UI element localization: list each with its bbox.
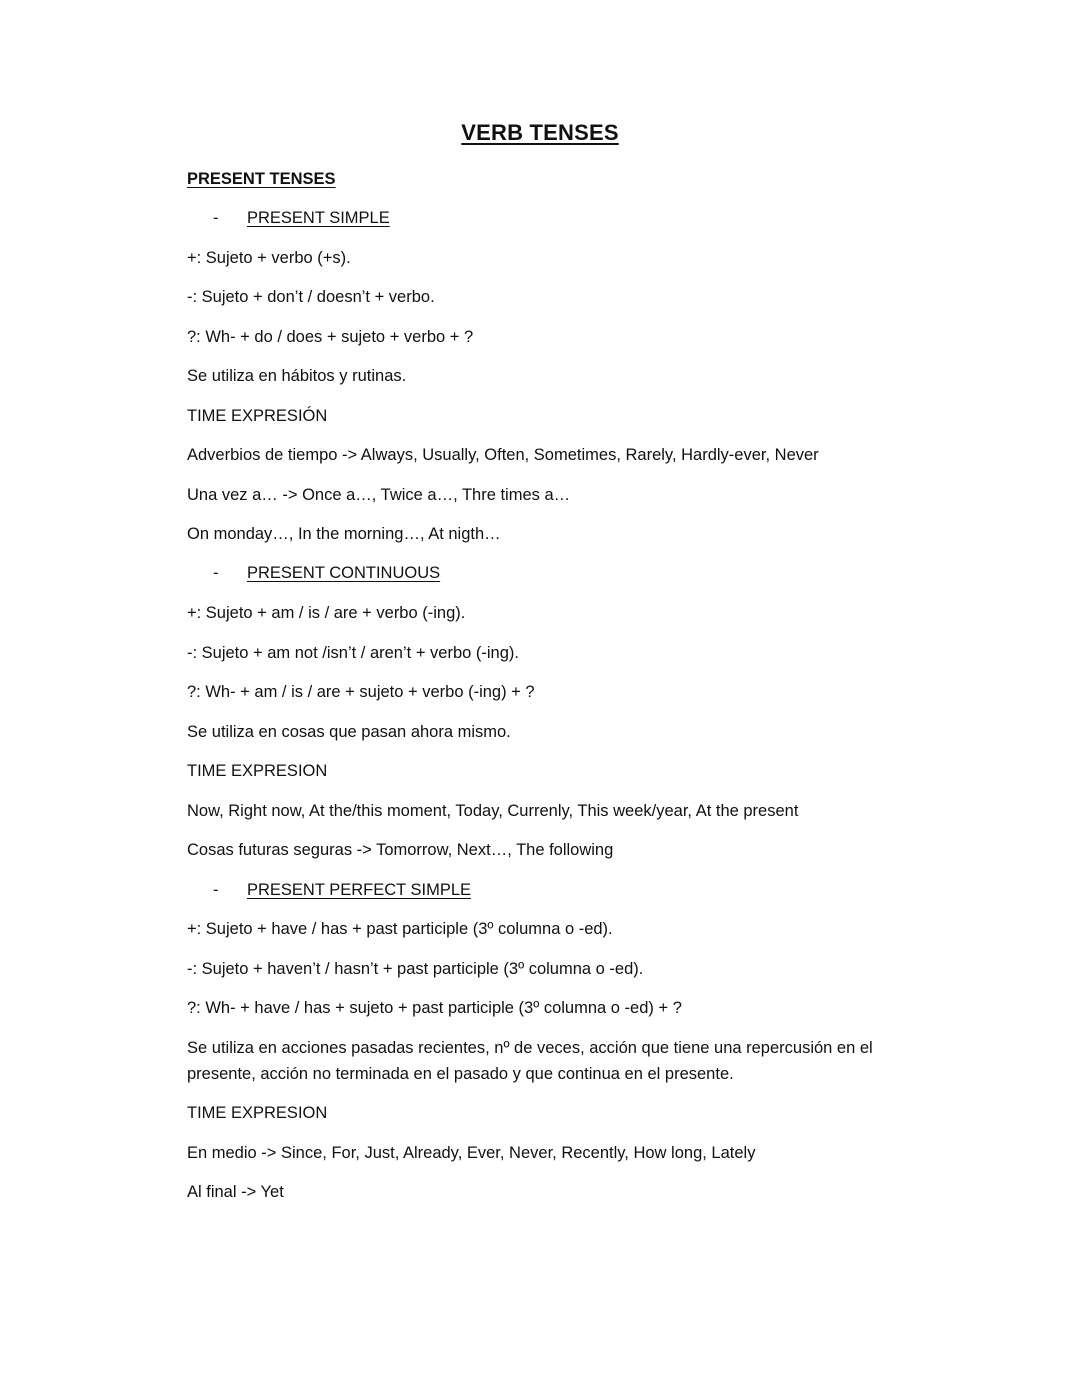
subheading-present-perfect-simple — [213, 880, 471, 900]
present-perfect-affirmative: +: Sujeto + have / has + past participle (3º columna o -ed). — [187, 920, 613, 938]
present-perfect-time-label: TIME EXPRESION — [187, 1104, 328, 1122]
subheading-present-continuous — [213, 563, 440, 583]
present-simple-affirmative: +: Sujeto + verbo (+s). — [187, 249, 351, 267]
present-continuous-time-label: TIME EXPRESION — [187, 762, 328, 780]
present-simple-usage: Se utiliza en hábitos y rutinas. — [187, 367, 407, 385]
present-simple-time-line: Adverbios de tiempo -> Always, Usually, Often, Sometimes, Rarely, Hardly-ever, Never — [187, 446, 819, 464]
subheading-label: PRESENT CONTINUOUS — [247, 564, 441, 582]
document-title: VERB TENSES — [461, 120, 619, 145]
subheading-label: PRESENT PERFECT SIMPLE — [247, 881, 472, 899]
subheading-present-simple — [213, 208, 390, 228]
present-perfect-negative: -: Sujeto + haven’t / hasn’t + past participle (3º columna o -ed). — [187, 960, 644, 978]
present-simple-time-line: On monday…, In the morning…, At nigth… — [187, 525, 501, 543]
bullet-dash: - — [213, 209, 219, 227]
present-perfect-time-line: Al final -> Yet — [187, 1183, 284, 1201]
present-simple-negative: -: Sujeto + don’t / doesn’t + verbo. — [187, 288, 435, 306]
bullet-dash: - — [213, 564, 219, 582]
present-continuous-question: ?: Wh- + am / is / are + sujeto + verbo (-ing) + ? — [187, 683, 535, 701]
subheading-label: PRESENT SIMPLE — [247, 209, 390, 227]
present-perfect-question: ?: Wh- + have / has + sujeto + past participle (3º columna o -ed) + ? — [187, 999, 682, 1017]
bullet-dash: - — [213, 881, 219, 899]
present-continuous-affirmative: +: Sujeto + am / is / are + verbo (-ing). — [187, 604, 466, 622]
present-perfect-usage: Se utiliza en acciones pasadas recientes, nº de veces, acción que tiene una repercusión en el presente, acción no terminada en el pasado y que continua en el presente. — [187, 1039, 873, 1083]
present-perfect-time-line: En medio -> Since, For, Just, Already, Ever, Never, Recently, How long, Lately — [187, 1144, 756, 1162]
present-continuous-time-line: Now, Right now, At the/this moment, Today, Currenly, This week/year, At the present — [187, 802, 799, 820]
present-simple-time-label: TIME EXPRESIÓN — [187, 407, 328, 425]
section-heading-present-tenses: PRESENT TENSES — [187, 170, 336, 188]
present-simple-time-line: Una vez a… -> Once a…, Twice a…, Thre times a… — [187, 486, 571, 504]
present-continuous-usage: Se utiliza en cosas que pasan ahora mismo. — [187, 723, 511, 741]
present-continuous-time-line: Cosas futuras seguras -> Tomorrow, Next…, The following — [187, 841, 614, 859]
present-simple-question: ?: Wh- + do / does + sujeto + verbo + ? — [187, 328, 474, 346]
present-continuous-negative: -: Sujeto + am not /isn’t / aren’t + verbo (-ing). — [187, 644, 519, 662]
